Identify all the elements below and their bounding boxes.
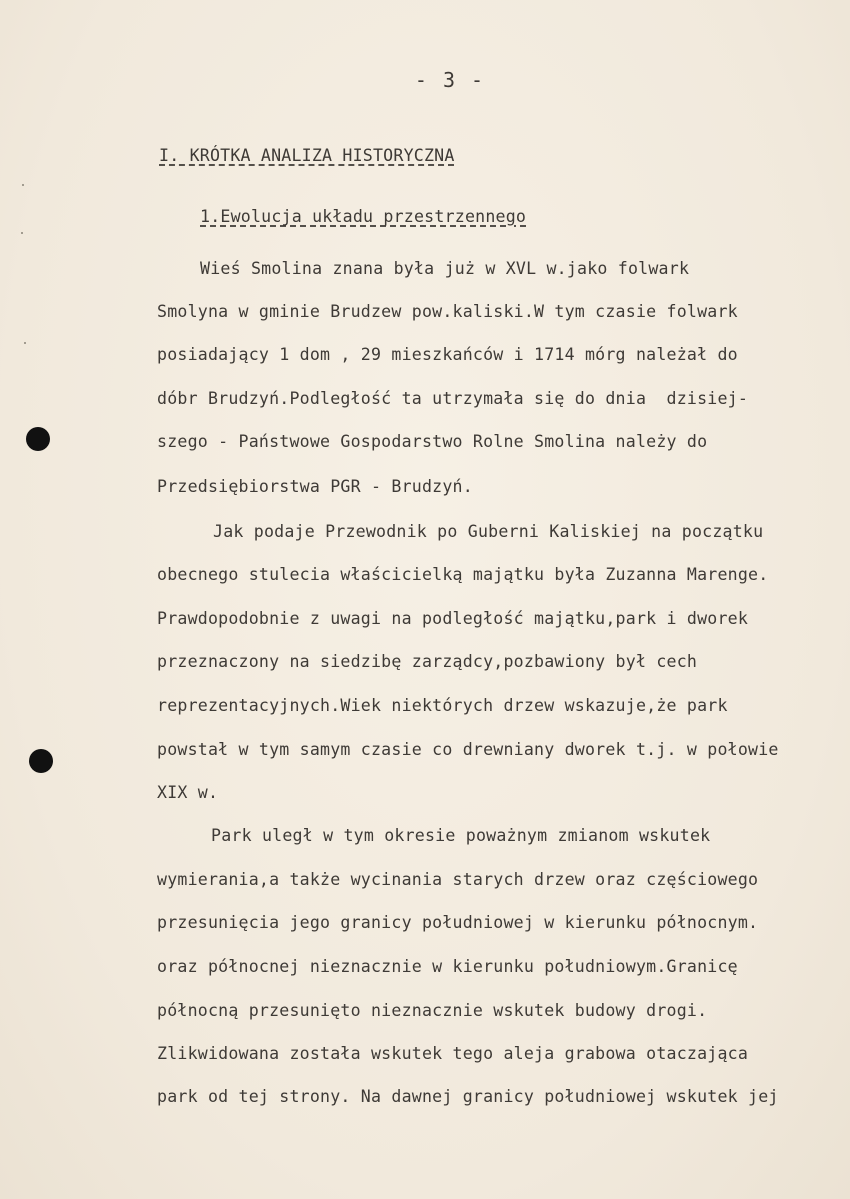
text-line: dóbr Brudzyń.Podległość ta utrzymała się do dnia dzisiej- bbox=[157, 389, 749, 408]
subsection-heading: 1.Ewolucja układu przestrzennego bbox=[200, 207, 527, 226]
text-line: posiadający 1 dom , 29 mieszkańców i 1714 mórg należał do bbox=[157, 345, 738, 364]
text-line: powstał w tym samym czasie co drewniany dworek t.j. w połowie bbox=[157, 740, 779, 759]
text-line: Park uległ w tym okresie poważnym zmianom wskutek bbox=[211, 826, 711, 845]
section-heading: I. KRÓTKA ANALIZA HISTORYCZNA bbox=[159, 146, 455, 165]
text-line: północną przesunięto nieznacznie wskutek budowy drogi. bbox=[157, 1001, 708, 1020]
punch-hole bbox=[26, 427, 50, 451]
text-line: reprezentacyjnych.Wiek niektórych drzew wskazuje,że park bbox=[157, 696, 728, 715]
text-line: XIX w. bbox=[157, 783, 219, 802]
text-line: Smolyna w gminie Brudzew pow.kaliski.W tym czasie folwark bbox=[157, 302, 738, 321]
paper-speck bbox=[21, 232, 23, 234]
text-line: park od tej strony. Na dawnej granicy południowej wskutek jej bbox=[157, 1087, 779, 1106]
paper-speck bbox=[24, 342, 26, 344]
text-line: Przedsiębiorstwa PGR - Brudzyń. bbox=[157, 477, 473, 496]
text-line: Wieś Smolina znana była już w XVL w.jako folwark bbox=[200, 259, 690, 278]
text-line: Prawdopodobnie z uwagi na podległość majątku,park i dworek bbox=[157, 609, 749, 628]
text-line: przesunięcia jego granicy południowej w kierunku północnym. bbox=[157, 913, 759, 932]
text-line: obecnego stulecia właścicielką majątku była Zuzanna Marenge. bbox=[157, 565, 769, 584]
text-line: szego - Państwowe Gospodarstwo Rolne Smolina należy do bbox=[157, 432, 708, 451]
punch-hole bbox=[29, 749, 53, 773]
text-line: przeznaczony na siedzibę zarządcy,pozbawiony był cech bbox=[157, 652, 698, 671]
text-line: Zlikwidowana została wskutek tego aleja grabowa otaczająca bbox=[157, 1044, 749, 1063]
text-line: oraz północnej nieznacznie w kierunku południowym.Granicę bbox=[157, 957, 738, 976]
text-line: Jak podaje Przewodnik po Guberni Kaliskiej na początku bbox=[213, 522, 764, 541]
text-line: wymierania,a także wycinania starych drzew oraz częściowego bbox=[157, 870, 759, 889]
paper-speck bbox=[22, 184, 24, 186]
page-number: - 3 - bbox=[414, 68, 486, 92]
